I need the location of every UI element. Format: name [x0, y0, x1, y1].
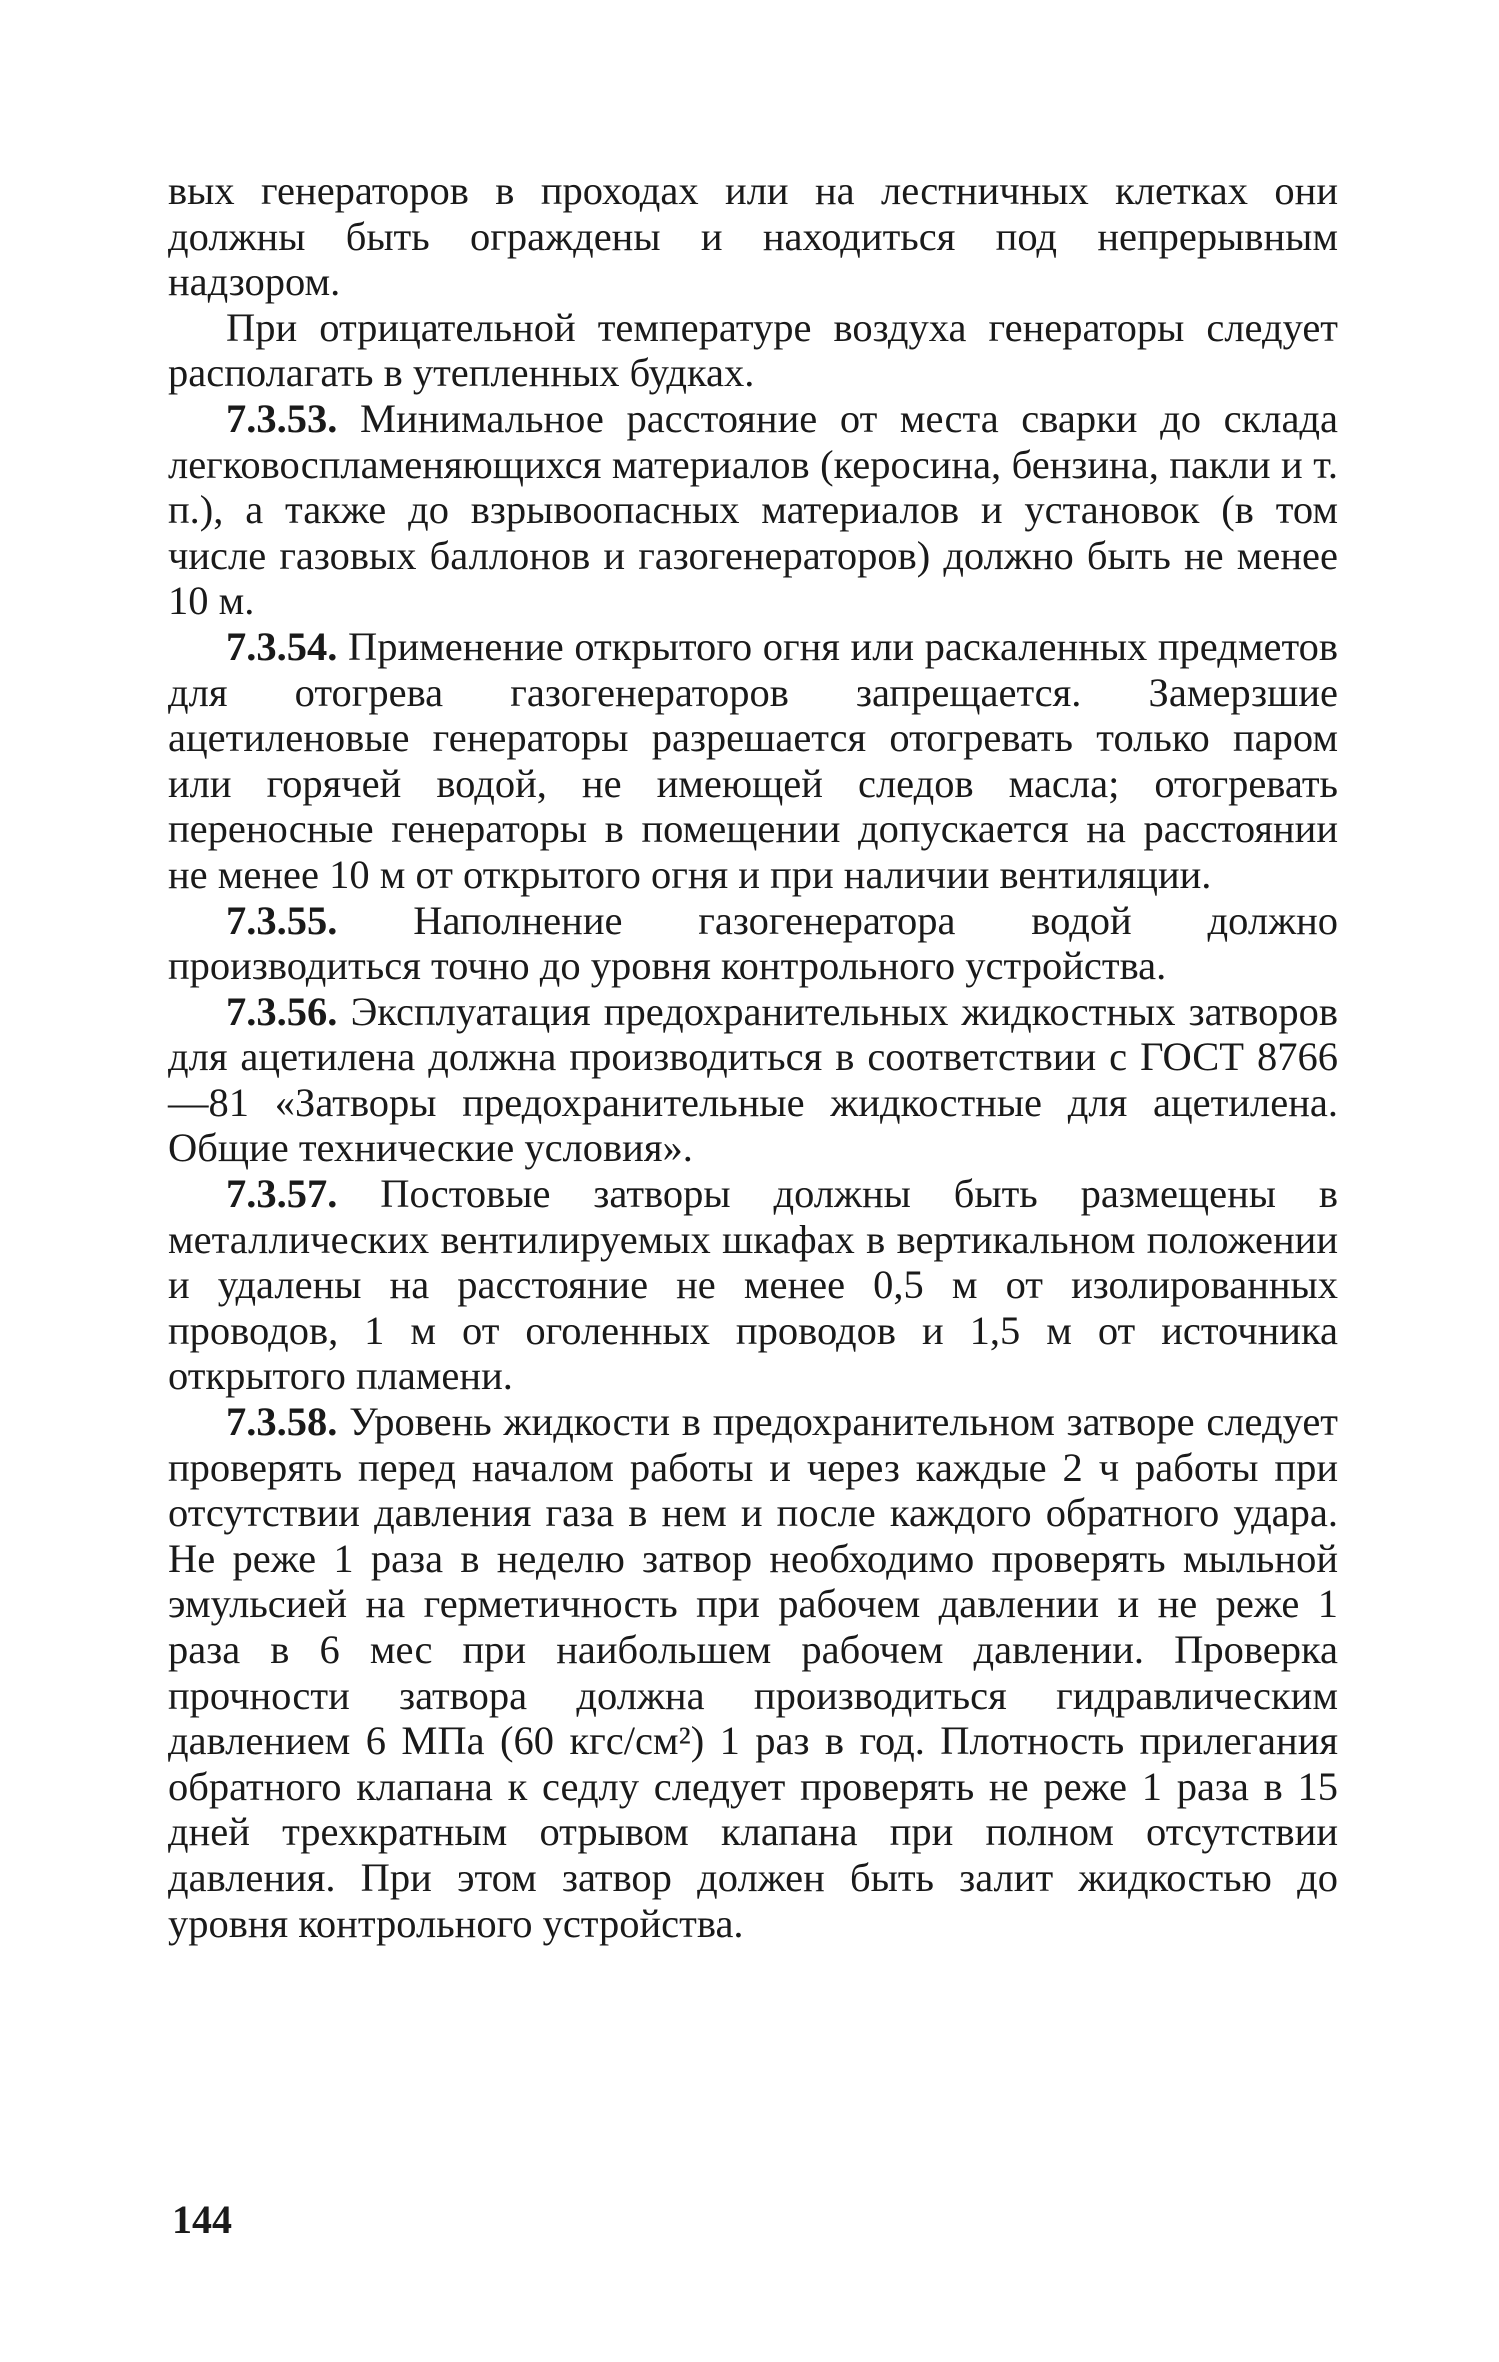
paragraph-7-3-54 — [168, 624, 1338, 898]
paragraph-text: Применение открытого огня или раскаленных предметов для отогрева газогенераторов запрещается. Замерзшие ацетиленовые генераторы разрешается отогревать только паром или горячей водой, не имеющей следов масла; отогревать переносные генераторы в помещении допускается на расстоянии не менее 10 м от открытого огня и при наличии вентиляции. — [168, 623, 1338, 897]
paragraph-text: Минимальное расстояние от места сварки до склада легковоспламеняющихся материалов (керосина, бензина, пакли и т. п.), а также до взрывоопасных материалов и установок (в том числе газовых баллонов и газогенераторов) должно быть не менее 10 м. — [168, 395, 1338, 624]
paragraph-num: 7.3.57. — [226, 1171, 338, 1217]
paragraph-negative-temperature — [168, 305, 1338, 396]
page-number: 144 — [172, 2197, 232, 2242]
paragraph-text: Эксплуатация предохранительных жидкостных затворов для ацетилена должна производиться в соответствии с ГОСТ 8766—81 «Затворы предохранительные жидкостные для ацетилена. Общие технические условия». — [168, 988, 1338, 1171]
paragraph-text: Уровень жидкости в предохранительном затворе следует проверять перед началом работы и через каждые 2 ч работы при отсутствии давления газа в нем и после каждого обратного удара. Не реже 1 раза в неделю затвор необходимо проверять мыльной эмульсией на герметичность при рабочем давлении и не реже 1 раза в 6 мес при наибольшем рабочем давлении. Проверка прочности затвора должна производиться гидравлическим давлением 6 МПа (60 кгс/см²) 1 раз в год. Плотность прилегания обратного клапана к седлу следует проверять не реже 1 раза в 15 дней трехкратным отрывом клапана при полном отсутствии давления. При этом затвор должен быть залит жидкостью до уровня контрольного устройства. — [168, 1399, 1338, 1946]
paragraph-continued — [168, 168, 1338, 305]
paragraph-7-3-58 — [168, 1399, 1338, 1946]
paragraph-text: Наполнение газогенератора водой должно производиться точно до уровня контрольного устройства. — [168, 897, 1338, 989]
paragraph-num: 7.3.58. — [226, 1399, 338, 1445]
paragraph-7-3-57 — [168, 1171, 1338, 1399]
page-body — [168, 168, 1338, 1946]
paragraph-7-3-53 — [168, 396, 1338, 624]
paragraph-7-3-55 — [168, 898, 1338, 989]
paragraph-text: Постовые затворы должны быть размещены в металлических вентилируемых шкафах в вертикальном положении и удалены на расстояние не менее 0,5 м от изолированных проводов, 1 м от оголенных проводов и 1,5 м от источника открытого пламени. — [168, 1171, 1338, 1399]
paragraph-text: вых генераторов в проходах или на лестничных клетках они должны быть ограждены и находиться под непрерывным надзором. — [168, 168, 1338, 305]
paragraph-7-3-56 — [168, 989, 1338, 1171]
paragraph-num: 7.3.56. — [226, 988, 338, 1034]
paragraph-num: 7.3.53. — [226, 395, 338, 441]
paragraph-num: 7.3.54. — [226, 623, 338, 669]
paragraph-text: При отрицательной температуре воздуха генераторы следует располагать в утепленных будках. — [168, 304, 1338, 396]
paragraph-num: 7.3.55. — [226, 897, 338, 943]
